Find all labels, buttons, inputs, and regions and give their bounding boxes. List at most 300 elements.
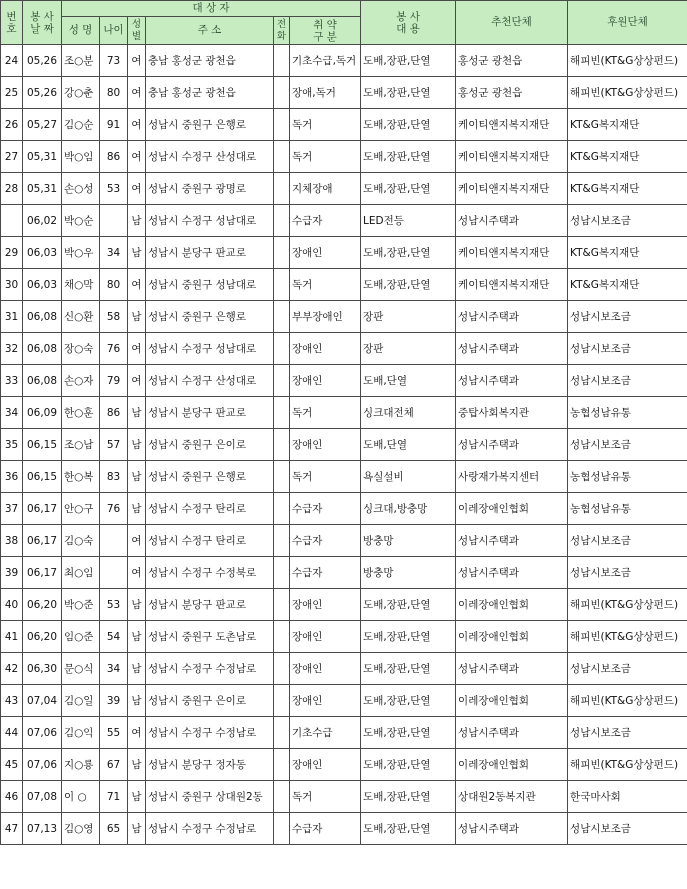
cell-address: 성남시 수정구 탄리로 — [146, 525, 274, 557]
cell-phone — [274, 717, 290, 749]
cell-age: 73 — [100, 45, 128, 77]
table-row — [1, 429, 687, 461]
cell-recommender: 이레장애인협회 — [456, 589, 568, 621]
cell-sex: 남 — [128, 397, 146, 429]
cell-age — [100, 525, 128, 557]
cell-sponsor: 성남시보조금 — [568, 653, 687, 685]
cell-service: 장판 — [361, 333, 456, 365]
cell-age: 39 — [100, 685, 128, 717]
cell-address: 성남시 수정구 성남대로 — [146, 205, 274, 237]
header-sex: 성 별 — [128, 17, 146, 45]
cell-phone — [274, 621, 290, 653]
cell-name: 지○룡 — [62, 749, 100, 781]
table-header — [1, 1, 687, 45]
cell-name: 박○순 — [62, 205, 100, 237]
cell-phone — [274, 237, 290, 269]
cell-recommender: 상대원2동복지관 — [456, 781, 568, 813]
header-target-group: 대 상 자 — [62, 1, 361, 17]
cell-name: 문○식 — [62, 653, 100, 685]
cell-vulnerable: 장애인 — [290, 589, 361, 621]
cell-sex: 남 — [128, 429, 146, 461]
cell-service: 방충망 — [361, 557, 456, 589]
cell-name: 김○익 — [62, 717, 100, 749]
cell-date: 07,06 — [23, 749, 62, 781]
cell-name: 임○준 — [62, 621, 100, 653]
cell-sponsor: 성남시보조금 — [568, 333, 687, 365]
cell-recommender: 성남시주택과 — [456, 813, 568, 845]
cell-sponsor: KT&G복지재단 — [568, 173, 687, 205]
cell-recommender: 홍성군 광천읍 — [456, 45, 568, 77]
cell-age: 54 — [100, 621, 128, 653]
cell-vulnerable: 독거 — [290, 141, 361, 173]
cell-phone — [274, 45, 290, 77]
header-age: 나이 — [100, 17, 128, 45]
cell-sponsor: 해피빈(KT&G상상펀드) — [568, 685, 687, 717]
cell-name: 한○훈 — [62, 397, 100, 429]
cell-vulnerable: 수급자 — [290, 205, 361, 237]
cell-age: 57 — [100, 429, 128, 461]
table-row — [1, 269, 687, 301]
header-vulnerable: 취 약 구 분 — [290, 17, 361, 45]
cell-address: 성남시 분당구 정자동 — [146, 749, 274, 781]
cell-sex: 남 — [128, 589, 146, 621]
cell-sponsor: KT&G복지재단 — [568, 269, 687, 301]
cell-no: 42 — [1, 653, 23, 685]
cell-sex: 여 — [128, 365, 146, 397]
cell-phone — [274, 685, 290, 717]
table-row — [1, 781, 687, 813]
cell-sponsor: 성남시보조금 — [568, 557, 687, 589]
cell-sex: 여 — [128, 77, 146, 109]
cell-sponsor: 성남시보조금 — [568, 205, 687, 237]
cell-sex: 여 — [128, 525, 146, 557]
cell-phone — [274, 301, 290, 333]
cell-name: 안○구 — [62, 493, 100, 525]
table-row — [1, 557, 687, 589]
cell-service: 도배,장판,단열 — [361, 621, 456, 653]
cell-date: 06,17 — [23, 557, 62, 589]
cell-sponsor: 농협성남유통 — [568, 493, 687, 525]
cell-address: 성남시 수정구 산성대로 — [146, 141, 274, 173]
cell-sponsor: KT&G복지재단 — [568, 141, 687, 173]
cell-address: 성남시 수정구 산성대로 — [146, 365, 274, 397]
cell-name: 채○막 — [62, 269, 100, 301]
cell-recommender: 이레장애인협회 — [456, 621, 568, 653]
cell-vulnerable: 장애인 — [290, 653, 361, 685]
cell-vulnerable: 수급자 — [290, 557, 361, 589]
cell-recommender: 성남시주택과 — [456, 717, 568, 749]
cell-sex: 남 — [128, 813, 146, 845]
header-date: 봉 사 날 짜 — [23, 1, 62, 45]
cell-no: 33 — [1, 365, 23, 397]
cell-age: 55 — [100, 717, 128, 749]
cell-name: 김○순 — [62, 109, 100, 141]
cell-sponsor: KT&G복지재단 — [568, 109, 687, 141]
cell-sponsor: 성남시보조금 — [568, 717, 687, 749]
cell-vulnerable: 독거 — [290, 461, 361, 493]
cell-service: 방충망 — [361, 525, 456, 557]
cell-phone — [274, 365, 290, 397]
cell-service: 도배,장판,단열 — [361, 781, 456, 813]
cell-sponsor: 해피빈(KT&G상상펀드) — [568, 589, 687, 621]
table-row — [1, 525, 687, 557]
table-row — [1, 621, 687, 653]
cell-age: 34 — [100, 653, 128, 685]
cell-sex: 여 — [128, 269, 146, 301]
cell-sponsor: KT&G복지재단 — [568, 237, 687, 269]
table-row — [1, 365, 687, 397]
cell-age: 80 — [100, 269, 128, 301]
cell-phone — [274, 397, 290, 429]
cell-phone — [274, 205, 290, 237]
cell-vulnerable: 기초수급 — [290, 717, 361, 749]
cell-age: 34 — [100, 237, 128, 269]
cell-phone — [274, 141, 290, 173]
cell-service: 도배,장판,단열 — [361, 749, 456, 781]
cell-date: 05,26 — [23, 45, 62, 77]
cell-date: 06,08 — [23, 301, 62, 333]
cell-no — [1, 205, 23, 237]
table-row — [1, 45, 687, 77]
cell-sex: 여 — [128, 557, 146, 589]
cell-name: 한○복 — [62, 461, 100, 493]
cell-phone — [274, 333, 290, 365]
cell-recommender: 케이티앤지복지재단 — [456, 269, 568, 301]
cell-sex: 남 — [128, 621, 146, 653]
table-row — [1, 205, 687, 237]
cell-address: 성남시 수정구 수정남로 — [146, 813, 274, 845]
cell-service: 도배,장판,단열 — [361, 77, 456, 109]
table-row — [1, 397, 687, 429]
cell-service: 도배,장판,단열 — [361, 717, 456, 749]
cell-phone — [274, 461, 290, 493]
cell-address: 성남시 분당구 판교로 — [146, 589, 274, 621]
cell-date: 07,08 — [23, 781, 62, 813]
cell-name: 조○분 — [62, 45, 100, 77]
table-row — [1, 589, 687, 621]
cell-recommender: 케이티앤지복지재단 — [456, 173, 568, 205]
cell-sponsor: 농협성남유통 — [568, 397, 687, 429]
cell-no: 35 — [1, 429, 23, 461]
cell-name: 김○영 — [62, 813, 100, 845]
table-row — [1, 333, 687, 365]
cell-vulnerable: 수급자 — [290, 813, 361, 845]
cell-sex: 여 — [128, 333, 146, 365]
cell-sponsor: 한국마사회 — [568, 781, 687, 813]
cell-sex: 여 — [128, 141, 146, 173]
cell-no: 37 — [1, 493, 23, 525]
cell-phone — [274, 173, 290, 205]
table-body — [1, 45, 687, 845]
table-row — [1, 749, 687, 781]
cell-date: 06,02 — [23, 205, 62, 237]
cell-recommender: 중탑사회복지관 — [456, 397, 568, 429]
table-row — [1, 717, 687, 749]
cell-address: 성남시 중원구 은행로 — [146, 301, 274, 333]
cell-phone — [274, 653, 290, 685]
cell-no: 25 — [1, 77, 23, 109]
cell-sponsor: 성남시보조금 — [568, 429, 687, 461]
cell-age — [100, 557, 128, 589]
cell-date: 07,04 — [23, 685, 62, 717]
cell-sex: 남 — [128, 781, 146, 813]
cell-address: 성남시 수정구 수정북로 — [146, 557, 274, 589]
cell-age: 67 — [100, 749, 128, 781]
cell-name: 박○임 — [62, 141, 100, 173]
cell-vulnerable: 독거 — [290, 781, 361, 813]
header-service: 봉 사 대 용 — [361, 1, 456, 45]
cell-address: 성남시 수정구 수정남로 — [146, 717, 274, 749]
cell-no: 29 — [1, 237, 23, 269]
cell-age — [100, 205, 128, 237]
header-name: 성 명 — [62, 17, 100, 45]
cell-recommender: 이레장애인협회 — [456, 749, 568, 781]
cell-name: 박○우 — [62, 237, 100, 269]
cell-age: 53 — [100, 589, 128, 621]
cell-address: 성남시 분당구 판교로 — [146, 397, 274, 429]
cell-no: 40 — [1, 589, 23, 621]
cell-sex: 여 — [128, 109, 146, 141]
cell-service: 싱크대전체 — [361, 397, 456, 429]
cell-no: 24 — [1, 45, 23, 77]
cell-sponsor: 해피빈(KT&G상상펀드) — [568, 77, 687, 109]
cell-address: 성남시 분당구 판교로 — [146, 237, 274, 269]
cell-vulnerable: 수급자 — [290, 525, 361, 557]
cell-phone — [274, 781, 290, 813]
header-no: 번 호 — [1, 1, 23, 45]
cell-recommender: 성남시주택과 — [456, 301, 568, 333]
cell-age: 76 — [100, 493, 128, 525]
cell-recommender: 성남시주택과 — [456, 557, 568, 589]
cell-no: 43 — [1, 685, 23, 717]
cell-name: 강○춘 — [62, 77, 100, 109]
cell-sponsor: 성남시보조금 — [568, 525, 687, 557]
cell-no: 36 — [1, 461, 23, 493]
cell-service: 장판 — [361, 301, 456, 333]
table-row — [1, 77, 687, 109]
cell-address: 성남시 수정구 성남대로 — [146, 333, 274, 365]
cell-age: 71 — [100, 781, 128, 813]
cell-sex: 남 — [128, 493, 146, 525]
cell-date: 06,08 — [23, 365, 62, 397]
cell-address: 성남시 수정구 수정남로 — [146, 653, 274, 685]
cell-service: 도배,장판,단열 — [361, 237, 456, 269]
cell-recommender: 성남시주택과 — [456, 525, 568, 557]
cell-service: 도배,장판,단열 — [361, 813, 456, 845]
cell-service: 싱크대,방충망 — [361, 493, 456, 525]
cell-recommender: 성남시주택과 — [456, 333, 568, 365]
cell-phone — [274, 813, 290, 845]
cell-date: 06,30 — [23, 653, 62, 685]
cell-name: 조○남 — [62, 429, 100, 461]
cell-name: 박○준 — [62, 589, 100, 621]
cell-address: 성남시 중원구 광명로 — [146, 173, 274, 205]
cell-sponsor: 성남시보조금 — [568, 301, 687, 333]
cell-date: 06,09 — [23, 397, 62, 429]
cell-phone — [274, 109, 290, 141]
cell-sex: 남 — [128, 237, 146, 269]
cell-recommender: 케이티앤지복지재단 — [456, 237, 568, 269]
cell-recommender: 케이티앤지복지재단 — [456, 109, 568, 141]
table-row — [1, 813, 687, 845]
cell-service: 도배,장판,단열 — [361, 109, 456, 141]
cell-no: 28 — [1, 173, 23, 205]
cell-sex: 남 — [128, 461, 146, 493]
cell-no: 47 — [1, 813, 23, 845]
cell-no: 34 — [1, 397, 23, 429]
cell-no: 30 — [1, 269, 23, 301]
cell-address: 충남 홍성군 광천읍 — [146, 77, 274, 109]
cell-sex: 여 — [128, 173, 146, 205]
cell-date: 05,27 — [23, 109, 62, 141]
cell-recommender: 성남시주택과 — [456, 653, 568, 685]
cell-name: 장○숙 — [62, 333, 100, 365]
cell-name: 이 ○ — [62, 781, 100, 813]
table-row — [1, 461, 687, 493]
cell-address: 성남시 수정구 탄리로 — [146, 493, 274, 525]
table-row — [1, 301, 687, 333]
cell-address: 성남시 중원구 상대원2동 — [146, 781, 274, 813]
cell-vulnerable: 장애인 — [290, 749, 361, 781]
cell-age: 91 — [100, 109, 128, 141]
cell-no: 45 — [1, 749, 23, 781]
cell-age: 76 — [100, 333, 128, 365]
cell-sponsor: 해피빈(KT&G상상펀드) — [568, 45, 687, 77]
cell-vulnerable: 독거 — [290, 109, 361, 141]
cell-date: 05,26 — [23, 77, 62, 109]
cell-name: 신○환 — [62, 301, 100, 333]
table-row — [1, 493, 687, 525]
cell-sex: 남 — [128, 685, 146, 717]
cell-sex: 남 — [128, 749, 146, 781]
cell-service: 도배,단열 — [361, 365, 456, 397]
cell-name: 김○일 — [62, 685, 100, 717]
cell-date: 07,06 — [23, 717, 62, 749]
cell-age: 58 — [100, 301, 128, 333]
cell-sex: 남 — [128, 205, 146, 237]
cell-no: 27 — [1, 141, 23, 173]
cell-phone — [274, 525, 290, 557]
cell-service: 도배,단열 — [361, 429, 456, 461]
cell-vulnerable: 장애인 — [290, 685, 361, 717]
cell-date: 05,31 — [23, 141, 62, 173]
cell-no: 46 — [1, 781, 23, 813]
cell-vulnerable: 독거 — [290, 269, 361, 301]
cell-phone — [274, 429, 290, 461]
cell-phone — [274, 493, 290, 525]
cell-vulnerable: 장애인 — [290, 333, 361, 365]
cell-service: LED전등 — [361, 205, 456, 237]
cell-vulnerable: 장애인 — [290, 237, 361, 269]
cell-address: 성남시 중원구 성남대로 — [146, 269, 274, 301]
cell-date: 06,17 — [23, 525, 62, 557]
cell-no: 38 — [1, 525, 23, 557]
cell-address: 성남시 중원구 은이로 — [146, 429, 274, 461]
cell-age: 86 — [100, 397, 128, 429]
cell-age: 83 — [100, 461, 128, 493]
header-phone: 전 화 — [274, 17, 290, 45]
cell-recommender: 성남시주택과 — [456, 205, 568, 237]
cell-name: 손○성 — [62, 173, 100, 205]
table-row — [1, 653, 687, 685]
cell-date: 06,15 — [23, 461, 62, 493]
cell-sponsor: 농협성남유통 — [568, 461, 687, 493]
cell-address: 충남 홍성군 광천읍 — [146, 45, 274, 77]
cell-vulnerable: 장애인 — [290, 429, 361, 461]
header-address: 주 소 — [146, 17, 274, 45]
cell-no: 32 — [1, 333, 23, 365]
cell-date: 06,15 — [23, 429, 62, 461]
cell-phone — [274, 589, 290, 621]
cell-no: 44 — [1, 717, 23, 749]
cell-recommender: 이레장애인협회 — [456, 685, 568, 717]
cell-vulnerable: 수급자 — [290, 493, 361, 525]
header-sponsor: 후원단체 — [568, 1, 687, 45]
cell-sex: 남 — [128, 653, 146, 685]
table-row — [1, 237, 687, 269]
cell-name: 손○자 — [62, 365, 100, 397]
cell-no: 41 — [1, 621, 23, 653]
cell-name: 최○임 — [62, 557, 100, 589]
cell-address: 성남시 중원구 도촌남로 — [146, 621, 274, 653]
cell-recommender: 성남시주택과 — [456, 365, 568, 397]
cell-phone — [274, 749, 290, 781]
header-recommender: 추천단체 — [456, 1, 568, 45]
cell-date: 07,13 — [23, 813, 62, 845]
cell-recommender: 이레장애인협회 — [456, 493, 568, 525]
cell-phone — [274, 557, 290, 589]
cell-sponsor: 성남시보조금 — [568, 813, 687, 845]
cell-vulnerable: 지체장애 — [290, 173, 361, 205]
table-row — [1, 109, 687, 141]
cell-age: 79 — [100, 365, 128, 397]
cell-recommender: 성남시주택과 — [456, 429, 568, 461]
cell-vulnerable: 독거 — [290, 397, 361, 429]
cell-service: 도배,장판,단열 — [361, 685, 456, 717]
cell-sex: 남 — [128, 301, 146, 333]
cell-date: 06,17 — [23, 493, 62, 525]
cell-date: 06,20 — [23, 621, 62, 653]
cell-age: 65 — [100, 813, 128, 845]
cell-recommender: 사랑재가복지센터 — [456, 461, 568, 493]
cell-no: 31 — [1, 301, 23, 333]
cell-vulnerable: 장애인 — [290, 365, 361, 397]
cell-service: 도배,장판,단열 — [361, 141, 456, 173]
cell-vulnerable: 장애인 — [290, 621, 361, 653]
cell-phone — [274, 77, 290, 109]
cell-service: 도배,장판,단열 — [361, 45, 456, 77]
cell-sponsor: 해피빈(KT&G상상펀드) — [568, 621, 687, 653]
cell-service: 도배,장판,단열 — [361, 269, 456, 301]
table-row — [1, 141, 687, 173]
table-row — [1, 173, 687, 205]
cell-vulnerable: 기초수급,독거 — [290, 45, 361, 77]
cell-sponsor: 해피빈(KT&G상상펀드) — [568, 749, 687, 781]
cell-date: 06,03 — [23, 269, 62, 301]
cell-phone — [274, 269, 290, 301]
cell-sponsor: 성남시보조금 — [568, 365, 687, 397]
cell-sex: 여 — [128, 717, 146, 749]
cell-sex: 여 — [128, 45, 146, 77]
cell-no: 26 — [1, 109, 23, 141]
cell-age: 86 — [100, 141, 128, 173]
cell-age: 53 — [100, 173, 128, 205]
table-row — [1, 685, 687, 717]
cell-date: 06,08 — [23, 333, 62, 365]
cell-service: 도배,장판,단열 — [361, 653, 456, 685]
cell-service: 도배,장판,단열 — [361, 173, 456, 205]
cell-no: 39 — [1, 557, 23, 589]
